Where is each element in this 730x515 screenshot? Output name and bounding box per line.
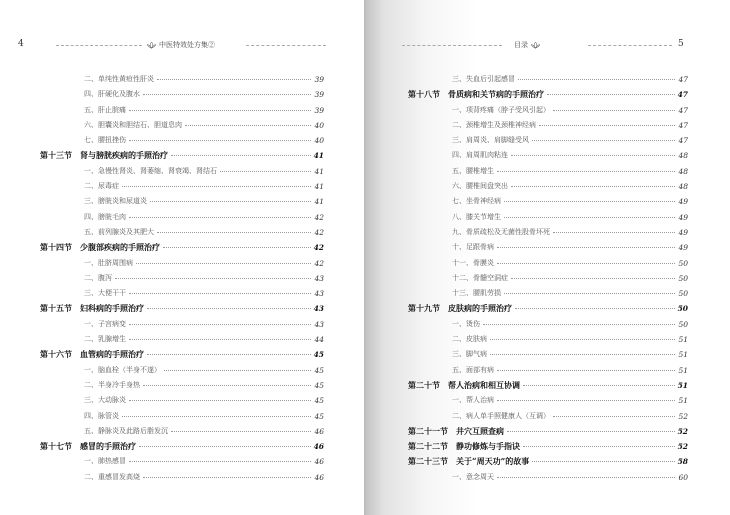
toc-entry-row[interactable] <box>408 72 688 87</box>
right-page <box>366 0 730 515</box>
toc-entry-row[interactable] <box>40 409 324 424</box>
toc-page-number: 52 <box>677 426 688 436</box>
toc-page-number: 46 <box>314 426 324 436</box>
toc-page-number: 47 <box>678 105 688 115</box>
dot-leader <box>497 171 675 172</box>
toc-entry-row[interactable] <box>40 454 324 469</box>
toc-entry-title: 二、颈椎增生及颈椎神经病 <box>452 120 536 129</box>
toc-entry-title: 三、大便干干 <box>84 289 126 298</box>
dot-leader <box>185 125 311 126</box>
toc-entry-row[interactable] <box>408 347 688 362</box>
toc-page-number: 51 <box>677 380 688 390</box>
toc-section-row[interactable] <box>40 301 324 316</box>
toc-entry-title: 五、前列腺炎及其肥大 <box>84 227 154 236</box>
toc-page-number: 43 <box>314 319 324 329</box>
toc-entry-row[interactable] <box>408 409 688 424</box>
toc-entry-row[interactable] <box>408 164 688 179</box>
toc-entry-title: 一、急慢性肾炎、肾萎缩、肾衰竭、肾结石 <box>84 166 217 175</box>
toc-page-number: 42 <box>314 258 324 268</box>
toc-entry-title: 一、肺热感冒 <box>84 457 126 466</box>
toc-page-number: 42 <box>314 227 324 237</box>
toc-section-row[interactable] <box>408 301 688 316</box>
toc-section-title: 第二十一节 井穴互照查病 <box>408 425 504 436</box>
toc-section-row[interactable] <box>408 87 688 102</box>
toc-page-number: 49 <box>678 243 688 253</box>
dot-leader <box>553 232 675 233</box>
toc-entry-title: 十二、骨髓空洞症 <box>452 273 508 282</box>
toc-page-number: 45 <box>314 396 324 406</box>
dot-leader <box>143 477 311 478</box>
toc-entry-title: 五、腰椎增生 <box>452 166 494 175</box>
toc-entry-row[interactable] <box>408 210 688 225</box>
toc-page-number: 41 <box>314 182 324 192</box>
toc-entry-row[interactable] <box>408 393 688 408</box>
toc-page-number: 48 <box>678 151 688 161</box>
dot-leader <box>497 477 675 478</box>
toc-entry-title: 三、脚气病 <box>452 350 487 359</box>
dot-leader <box>523 446 675 447</box>
toc-entry-title: 一、意念周天 <box>452 472 494 481</box>
toc-entry-title: 六、腰椎间盘突出 <box>452 182 508 191</box>
dot-leader <box>171 431 311 432</box>
dot-leader <box>532 461 675 462</box>
toc-page-number: 39 <box>314 90 324 100</box>
toc-entry-row[interactable] <box>408 240 688 255</box>
toc-page-number: 51 <box>678 396 688 406</box>
toc-page-number: 45 <box>313 350 324 360</box>
toc-page-number: 46 <box>313 442 324 452</box>
toc-entry-row[interactable] <box>408 286 688 301</box>
dot-leader <box>147 354 311 355</box>
toc-page-number: 49 <box>678 227 688 237</box>
left-page-number: 4 <box>18 39 24 49</box>
toc-entry-title: 一、帮人治病 <box>452 396 494 405</box>
dot-leader <box>553 110 675 111</box>
toc-entry-title: 二、腹泻 <box>84 273 112 282</box>
toc-entry-title: 五、面部有病 <box>452 365 494 374</box>
toc-section-row[interactable] <box>408 454 688 469</box>
toc-section-title: 第十四节 少腹部疾病的手照治疗 <box>40 242 160 253</box>
toc-entry-title: 五、肝止脘痛 <box>84 105 126 114</box>
toc-entry-row[interactable] <box>408 133 688 148</box>
dot-leader <box>136 263 311 264</box>
toc-entry-title: 七、坐骨神经病 <box>452 197 501 206</box>
toc-entry-row[interactable] <box>40 363 324 378</box>
toc-entry-title: 十三、腰肌劳损 <box>452 289 501 298</box>
toc-page-number: 41 <box>313 151 324 161</box>
toc-entry-title: 七、腰扭挫伤 <box>84 136 126 145</box>
toc-entry-title: 十、足跟骨病 <box>452 243 494 252</box>
left-page <box>0 0 364 515</box>
toc-page-number: 51 <box>678 365 688 375</box>
lotus-icon <box>147 42 156 49</box>
header-rule-right <box>402 45 502 46</box>
right-header-title: 目录 <box>514 41 528 49</box>
toc-entry-title: 二、尿毒症 <box>84 182 119 191</box>
dot-leader <box>490 339 675 340</box>
toc-list-left <box>40 72 324 485</box>
toc-entry-title: 二、单纯性黄疸性肝炎 <box>84 75 154 83</box>
dot-leader <box>147 308 311 309</box>
toc-entry-row[interactable] <box>40 470 324 485</box>
toc-section-title: 第十七节 感冒的手照治疗 <box>40 441 136 452</box>
toc-entry-title: 二、乳腺增生 <box>84 335 126 344</box>
toc-section-title: 第十九节 皮肤病的手照治疗 <box>408 303 512 314</box>
toc-page-number: 50 <box>678 258 688 268</box>
dot-leader <box>518 79 675 80</box>
toc-page-number: 46 <box>314 472 324 482</box>
toc-entry-row[interactable] <box>408 103 688 118</box>
dot-leader <box>490 354 675 355</box>
toc-page-number: 45 <box>314 411 324 421</box>
dot-leader <box>497 263 675 264</box>
toc-page-number: 47 <box>678 120 688 130</box>
toc-entry-row[interactable] <box>408 118 688 133</box>
toc-page-number: 48 <box>678 166 688 176</box>
toc-page-number: 42 <box>314 212 324 222</box>
dot-leader <box>139 446 311 447</box>
toc-entry-title: 四、脉管炎 <box>84 411 119 420</box>
dot-leader <box>497 400 675 401</box>
dot-leader <box>143 385 311 386</box>
toc-entry-row[interactable] <box>408 363 688 378</box>
toc-entry-row[interactable] <box>408 194 688 209</box>
toc-page-number: 47 <box>677 90 688 100</box>
dot-leader <box>129 140 311 141</box>
toc-entry-title: 二、半身冷手身热 <box>84 380 140 389</box>
toc-page-number: 58 <box>677 457 688 467</box>
right-page-number: 5 <box>678 39 684 49</box>
toc-section-title: 第二十二节 静功修炼与手指诀 <box>408 441 520 452</box>
toc-entry-title: 二、重感冒发高烧 <box>84 472 140 481</box>
toc-entry-row[interactable] <box>408 225 688 240</box>
dot-leader <box>511 278 675 279</box>
toc-section-title: 第十三节 肾与膀胱疾病的手照治疗 <box>40 150 168 161</box>
toc-section-row[interactable] <box>40 347 324 362</box>
dot-leader <box>129 110 311 111</box>
toc-page-number: 49 <box>678 197 688 207</box>
toc-page-number: 52 <box>678 411 688 421</box>
toc-entry-title: 二、病人单手照健康人（互调） <box>452 411 550 420</box>
toc-page-number: 51 <box>678 335 688 345</box>
toc-entry-title: 八、膝关节增生 <box>452 212 501 221</box>
toc-section-title: 第十八节 骨质病和关节病的手照治疗 <box>408 89 544 100</box>
toc-page-number: 47 <box>678 75 688 84</box>
toc-entry-row[interactable] <box>40 72 324 87</box>
dot-leader <box>163 247 311 248</box>
toc-entry-row[interactable] <box>40 103 324 118</box>
dot-leader <box>171 155 311 156</box>
toc-entry-row[interactable] <box>40 286 324 301</box>
toc-page-number: 42 <box>313 243 324 253</box>
toc-entry-title: 三、肩周炎、肩脚缝受风 <box>452 136 529 145</box>
dot-leader <box>553 416 675 417</box>
dot-leader <box>504 217 675 218</box>
toc-page-number: 50 <box>678 273 688 283</box>
dot-leader <box>523 385 675 386</box>
toc-entry-row[interactable] <box>40 118 324 133</box>
toc-entry-title: 三、失血后引起感冒 <box>452 75 515 83</box>
dot-leader <box>129 339 311 340</box>
toc-entry-row[interactable] <box>40 332 324 347</box>
toc-entry-title: 九、骨质疏松及无菌性股骨坏死 <box>452 227 550 236</box>
toc-section-title: 第二十三节 关于“周天功”的故事 <box>408 456 530 467</box>
toc-entry-row[interactable] <box>40 210 324 225</box>
toc-page-number: 43 <box>314 289 324 299</box>
toc-entry-row[interactable] <box>408 470 688 485</box>
toc-entry-title: 四、膀胱毛肉 <box>84 212 126 221</box>
dot-leader <box>150 201 311 202</box>
header-rule-left <box>56 45 142 46</box>
toc-entry-title: 三、膀胱炎和尿道炎 <box>84 197 147 206</box>
toc-page-number: 43 <box>314 273 324 283</box>
toc-page-number: 43 <box>313 304 324 314</box>
toc-entry-title: 一、项背疼痛（脖子受风引起） <box>452 105 550 114</box>
toc-section-row[interactable] <box>408 424 688 439</box>
toc-entry-row[interactable] <box>40 378 324 393</box>
dot-leader <box>115 278 311 279</box>
toc-entry-title: 五、静脉炎及此路后脂发沉 <box>84 426 168 435</box>
toc-entry-row[interactable] <box>408 256 688 271</box>
toc-entry-row[interactable] <box>40 133 324 148</box>
toc-entry-title: 一、肚脐周围病 <box>84 258 133 267</box>
toc-entry-row[interactable] <box>408 148 688 163</box>
toc-section-row[interactable] <box>408 439 688 454</box>
dot-leader <box>129 293 311 294</box>
toc-page-number: 45 <box>314 365 324 375</box>
toc-page-number: 60 <box>678 472 688 482</box>
dot-leader <box>122 416 311 417</box>
dot-leader <box>157 232 311 233</box>
toc-entry-row[interactable] <box>40 164 324 179</box>
toc-page-number: 45 <box>314 380 324 390</box>
toc-section-row[interactable] <box>40 148 324 163</box>
header-rule-right-2 <box>588 45 672 46</box>
toc-entry-title: 四、肝硬化及腹水 <box>84 90 140 99</box>
dot-leader <box>122 186 311 187</box>
toc-entry-row[interactable] <box>40 225 324 240</box>
dot-leader <box>507 431 675 432</box>
toc-entry-row[interactable] <box>40 179 324 194</box>
toc-section-row[interactable] <box>40 439 324 454</box>
dot-leader <box>547 94 675 95</box>
left-header-title: 中医特效处方集② <box>159 41 215 49</box>
toc-entry-row[interactable] <box>40 393 324 408</box>
toc-section-title: 第二十节 帮人治病和相互协调 <box>408 379 520 390</box>
toc-entry-title: 四、肩周肌肉粘连 <box>452 151 508 160</box>
toc-page-number: 50 <box>678 289 688 299</box>
toc-entry-title: 三、大动脉炎 <box>84 396 126 405</box>
dot-leader <box>129 324 311 325</box>
dot-leader <box>157 79 311 80</box>
dot-leader <box>497 370 675 371</box>
toc-page-number: 50 <box>677 304 688 314</box>
lotus-icon <box>531 42 540 49</box>
toc-page-number: 51 <box>678 350 688 360</box>
dot-leader <box>497 247 675 248</box>
toc-entry-title: 一、烫伤 <box>452 319 480 328</box>
toc-entry-title: 一、子宫病变 <box>84 319 126 328</box>
toc-section-title: 第十六节 血管病的手照治疗 <box>40 349 144 360</box>
dot-leader <box>143 94 311 95</box>
toc-entry-title: 二、皮肤病 <box>452 335 487 344</box>
toc-entry-row[interactable] <box>40 194 324 209</box>
dot-leader <box>532 140 675 141</box>
toc-entry-row[interactable] <box>408 179 688 194</box>
toc-page-number: 47 <box>678 136 688 146</box>
toc-entry-row[interactable] <box>408 271 688 286</box>
header-rule-left-2 <box>246 45 326 46</box>
toc-entry-title: 一、脑血栓（半身不遂） <box>84 365 161 374</box>
toc-entry-row[interactable] <box>40 256 324 271</box>
toc-section-row[interactable] <box>408 378 688 393</box>
toc-page-number: 50 <box>678 319 688 329</box>
toc-page-number: 44 <box>314 335 324 345</box>
dot-leader <box>129 217 311 218</box>
toc-page-number: 39 <box>314 105 324 115</box>
right-running-header <box>514 40 543 50</box>
toc-section-title: 第十五节 妇科病的手照治疗 <box>40 303 144 314</box>
dot-leader <box>515 308 675 309</box>
toc-page-number: 39 <box>314 75 324 84</box>
left-running-header <box>144 40 215 50</box>
dot-leader <box>129 461 311 462</box>
toc-section-row[interactable] <box>40 240 324 255</box>
toc-entry-row[interactable] <box>40 271 324 286</box>
toc-page-number: 48 <box>678 182 688 192</box>
dot-leader <box>483 324 675 325</box>
dot-leader <box>539 125 675 126</box>
toc-entry-row[interactable] <box>40 87 324 102</box>
dot-leader <box>129 400 311 401</box>
toc-entry-title: 六、胆囊炎和胆结石、胆道息肉 <box>84 120 182 129</box>
dot-leader <box>511 155 675 156</box>
dot-leader <box>511 186 675 187</box>
dot-leader <box>504 201 675 202</box>
toc-page-number: 46 <box>314 457 324 467</box>
toc-page-number: 41 <box>314 197 324 207</box>
toc-page-number: 49 <box>678 212 688 222</box>
toc-entry-row[interactable] <box>40 317 324 332</box>
toc-entry-title: 十一、骨膜炎 <box>452 258 494 267</box>
dot-leader <box>220 171 311 172</box>
toc-page-number: 41 <box>314 166 324 176</box>
toc-entry-row[interactable] <box>408 317 688 332</box>
dot-leader <box>504 293 675 294</box>
toc-page-number: 40 <box>314 136 324 146</box>
toc-entry-row[interactable] <box>40 424 324 439</box>
dot-leader <box>164 370 311 371</box>
toc-page-number: 40 <box>314 120 324 130</box>
toc-list-right <box>408 72 688 485</box>
toc-page-number: 52 <box>677 442 688 452</box>
toc-entry-row[interactable] <box>408 332 688 347</box>
